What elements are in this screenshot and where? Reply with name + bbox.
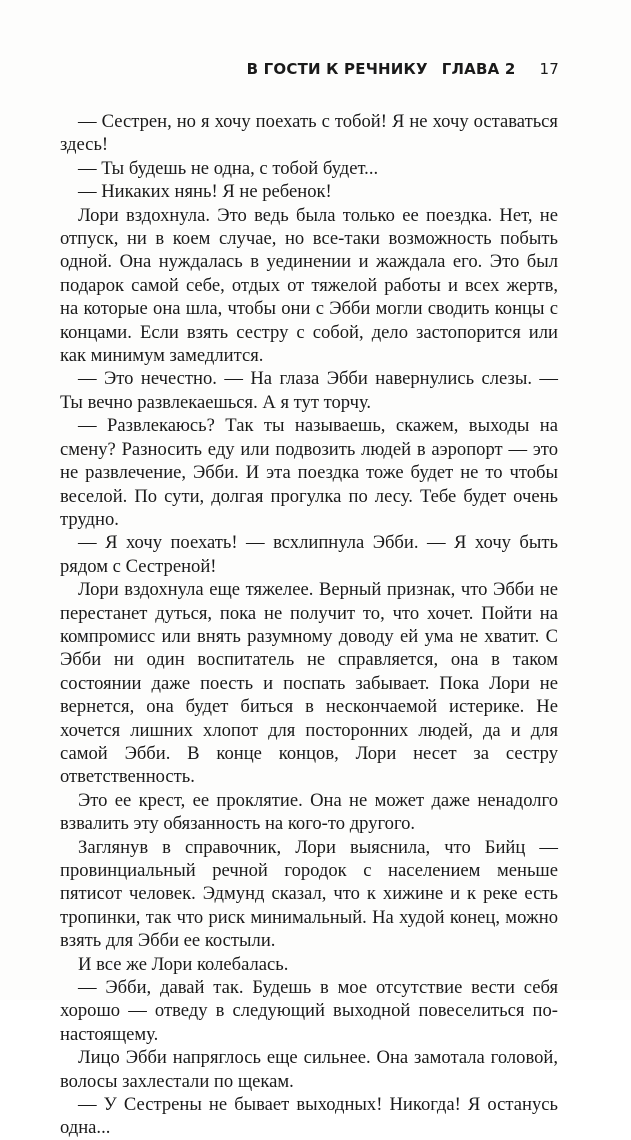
paragraph: — Никаких нянь! Я не ребенок! <box>78 181 332 203</box>
chapter-label: ГЛАВА 2 <box>441 60 516 78</box>
paragraph: Заглянув в справочник, Лори выяснила, что Бийц — провинциальный речной городок с населением меньше пятисот человек. Эдмунд сказал, что к хижине и к реке есть тропинки, так что риск минимальный. На худой конец, можно взять для Эбби ее костыли. <box>60 836 558 952</box>
page-number: 17 <box>539 60 559 78</box>
paragraph: — У Сестрены не бывает выходных! Никогда! Я останусь одна... <box>60 1094 558 1139</box>
paragraph: Это ее крест, ее проклятие. Она не может даже ненадолго взвалить эту обязанность на кого-то другого. <box>60 789 558 835</box>
paragraph: — Сестрен, но я хочу поехать с тобой! Я не хочу оставаться здесь! <box>60 111 558 156</box>
paragraph: Лори вздохнула еще тяжелее. Верный признак, что Эбби не перестанет дуться, пока не получит то, что хочет. Пойти на компромисс или внять разумному доводу ей ума не хватит. С Эбби ни один воспитатель не справляется, она в таком состоянии даже поесть и поспать забывает. Пока Лори не вернется, она будет биться в нескончаемой истерике. Не хочется лишних хлопот для посторонних людей, да и для самой Эбби. В конце концов, Лори несет за сестру ответственность. <box>60 579 558 788</box>
paragraph: — Ты будешь не одна, с тобой будет... <box>78 157 379 179</box>
paragraph: Лицо Эбби напряглось еще сильнее. Она замотала головой, волосы захлестали по щекам. <box>60 1047 558 1092</box>
paragraph: — Я хочу поехать! — всхлипнула Эбби. — Я хочу быть рядом с Сестреной! <box>60 532 558 577</box>
paragraph: — Это нечестно. — На глаза Эбби навернулись слезы. — Ты вечно развлекаешься. А я тут торчу. <box>60 368 558 413</box>
book-title: В ГОСТИ К РЕЧНИКУ <box>246 60 428 78</box>
paragraph: — Эбби, давай так. Будешь в мое отсутствие вести себя хорошо — отведу в следующий выходной повеселиться по-настоящему. <box>60 977 558 1045</box>
paragraph: — Развлекаюсь? Так ты называешь, скажем, выходы на смену? Разносить еду или подвозить людей в аэропорт — это не развлечение, Эбби. И эта поездка тоже будет не то чтобы веселой. По сути, долгая прогулка по лесу. Тебе будет очень трудно. <box>60 415 558 530</box>
running-header <box>60 60 559 84</box>
body-text <box>60 110 558 1140</box>
paragraph: Лори вздохнула. Это ведь была только ее поездка. Нет, не отпуск, ни в коем случае, но все-таки возможность побыть одной. Она нуждалась в уединении и жаждала его. Это был подарок самой себе, отдых от тяжелой работы и всех жертв, на которые она шла, чтобы они с Эбби могли сводить концы с концами. Если взять сестру с собой, дело застопорится или как минимум замедлится. <box>60 204 558 367</box>
paragraph: И все же Лори колебалась. <box>78 953 289 975</box>
